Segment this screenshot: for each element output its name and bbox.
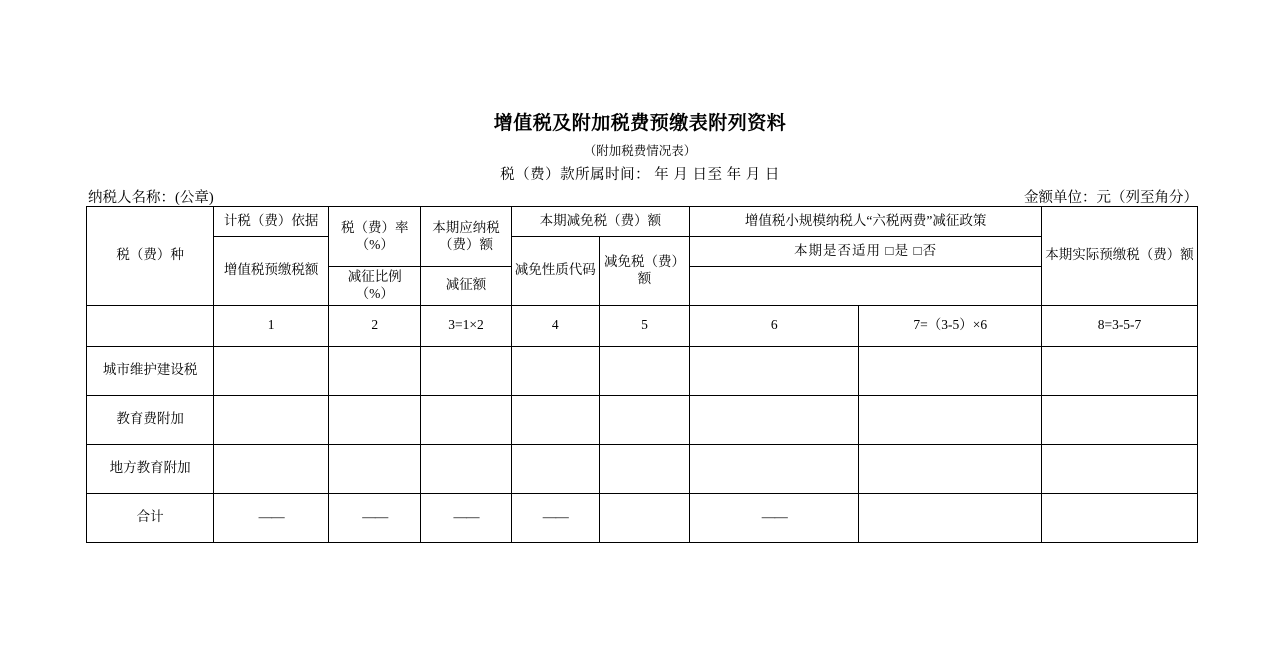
header-policy-amount: 减征额: [421, 267, 511, 306]
cell-policy-amount[interactable]: [859, 493, 1042, 542]
column-number-1: 1: [214, 305, 329, 346]
header-tax-basis: 计税（费）依据: [214, 207, 329, 237]
cell-policy-amount[interactable]: [859, 346, 1042, 395]
cell-basis: ——: [214, 493, 329, 542]
cell-reduction-amount[interactable]: [599, 346, 689, 395]
cell-reduction-amount[interactable]: [599, 493, 689, 542]
tax-period-line: 税（费）款所属时间： 年 月 日至 年 月 日: [500, 167, 780, 183]
row-label-local-education-surcharge: 地方教育附加: [87, 444, 214, 493]
cell-policy-ratio[interactable]: [690, 395, 859, 444]
page-subtitle: （附加税费情况表）: [583, 144, 697, 158]
cell-payable[interactable]: [421, 346, 511, 395]
header-policy-apply[interactable]: 本期是否适用 □是 □否: [690, 237, 1042, 267]
header-tax-type: 税（费）种: [87, 207, 214, 306]
column-number-6: 6: [690, 305, 859, 346]
column-number-4: 4: [511, 305, 599, 346]
header-payable-amount: 本期应纳税（费）额: [421, 207, 511, 267]
row-label-total: 合计: [87, 493, 214, 542]
header-actual-prepaid: 本期实际预缴税（费）额: [1042, 207, 1198, 306]
table-row: [87, 395, 1198, 444]
cell-payable[interactable]: [421, 395, 511, 444]
column-number-label: [87, 305, 214, 346]
header-reduction-code: 减免性质代码: [511, 237, 599, 306]
cell-actual-prepaid[interactable]: [1042, 444, 1198, 493]
table-row: [87, 444, 1198, 493]
page-title: 增值税及附加税费预缴表附列资料: [493, 113, 787, 134]
header-tax-basis-sub: 增值税预缴税额: [214, 237, 329, 306]
header-reduction-group: 本期减免税（费）额: [511, 207, 689, 237]
cell-actual-prepaid[interactable]: [1042, 346, 1198, 395]
cell-basis[interactable]: [214, 346, 329, 395]
cell-policy-amount[interactable]: [859, 395, 1042, 444]
cell-reduction-code[interactable]: [511, 395, 599, 444]
cell-actual-prepaid[interactable]: [1042, 493, 1198, 542]
cell-basis[interactable]: [214, 444, 329, 493]
row-label-urban-maintenance-tax: 城市维护建设税: [87, 346, 214, 395]
cell-policy-ratio: ——: [690, 493, 859, 542]
cell-reduction-code[interactable]: [511, 346, 599, 395]
header-reduction-amount: 减免税（费）额: [599, 237, 689, 306]
cell-payable: ——: [421, 493, 511, 542]
table-row-total: [87, 493, 1198, 542]
column-number-3: 3=1×2: [421, 305, 511, 346]
cell-reduction-amount[interactable]: [599, 444, 689, 493]
column-number-8: 8=3-5-7: [1042, 305, 1198, 346]
cell-reduction-amount[interactable]: [599, 395, 689, 444]
cell-basis[interactable]: [214, 395, 329, 444]
taxpayer-name-label: 纳税人名称：(公章): [88, 190, 214, 206]
cell-policy-ratio[interactable]: [690, 346, 859, 395]
additional-tax-table: [86, 206, 1198, 543]
amount-unit-label: 金额单位：元（列至角分）: [1024, 190, 1198, 206]
table-row: [87, 346, 1198, 395]
cell-rate: ——: [329, 493, 421, 542]
cell-reduction-code: ——: [511, 493, 599, 542]
cell-actual-prepaid[interactable]: [1042, 395, 1198, 444]
cell-policy-ratio[interactable]: [690, 444, 859, 493]
cell-payable[interactable]: [421, 444, 511, 493]
header-policy-group: 增值税小规模纳税人“六税两费”减征政策: [690, 207, 1042, 237]
column-number-7: 7=（3-5）×6: [859, 305, 1042, 346]
cell-rate[interactable]: [329, 395, 421, 444]
row-label-education-surcharge: 教育费附加: [87, 395, 214, 444]
cell-rate[interactable]: [329, 346, 421, 395]
column-number-5: 5: [599, 305, 689, 346]
column-number-2: 2: [329, 305, 421, 346]
cell-rate[interactable]: [329, 444, 421, 493]
column-number-row: [87, 305, 1198, 346]
cell-reduction-code[interactable]: [511, 444, 599, 493]
header-policy-ratio: 减征比例（%）: [329, 267, 421, 306]
cell-policy-amount[interactable]: [859, 444, 1042, 493]
header-tax-rate: 税（费）率（%）: [329, 207, 421, 267]
